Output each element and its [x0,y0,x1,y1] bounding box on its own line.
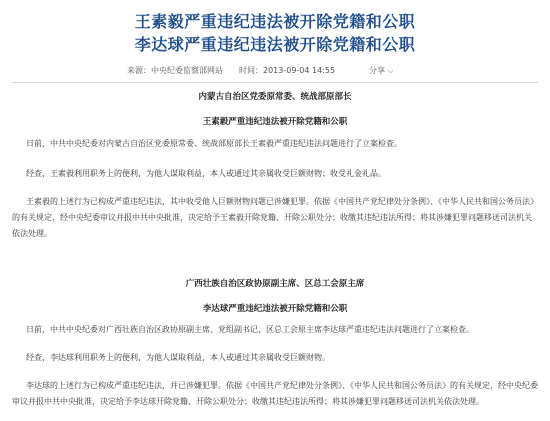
chevron-down-icon: ⌵ [388,67,394,75]
section-1-subtitle: 王素毅严重违纪违法被开除党籍和公职 [202,117,348,127]
section-1-title: 内蒙古自治区党委原常委、统战部原部长 [198,92,352,102]
share-button[interactable] [369,65,393,76]
section-1-paragraph-3: 王素毅的上述行为已构成严重违纪违法，其中收受他人巨额财物问题已涉嫌犯罪。依据《中国共产党纪律处分条例》、《中华人民共和国公务员法》的有关规定，经中央纪委审议并报中共中央批准，决定给予王素毅开除党籍、开除公职处分；收缴其违纪违法所得；将其涉嫌犯罪问题移送司法机关依法处理。 [12,197,538,238]
headline-line-1: 王素毅严重违纪违法被开除党籍和公职 [134,12,416,31]
section-1-paragraph-1: 日前，中共中央纪委对内蒙古自治区党委原常委、统战部原部长王素毅严重违纪违法问题进行了立案检查。 [26,139,402,148]
section-2-paragraph-1: 日前，中共中央纪委对广西壮族自治区政协原副主席、党组副书记，区总工会原主席李达球严重违纪违法问题进行了立案检查。 [26,325,474,334]
article-meta [0,63,550,79]
section-2-subtitle: 李达球严重违纪违法被开除党籍和公职 [202,304,348,314]
section-2-paragraph-2: 经查，李达球利用职务上的便利，为他人谋取利益，本人或通过其亲属收受巨额财物。 [26,353,330,362]
section-2-paragraph-3: 李达球的上述行为已构成严重违纪违法，并已涉嫌犯罪。依据《中国共产党纪律处分条例》、《中华人民共和国公务员法》的有关规定，经中央纪委审议并报中共中央批准，决定给予李达球开除党籍、开除公职处分；收缴其违纪违法所得；将其涉嫌犯罪问题移送司法机关依法处理。 [12,381,538,406]
headline-line-2: 李达球严重违纪违法被开除党籍和公职 [134,35,416,54]
header-divider [12,82,538,83]
share-label: 分享 [369,66,385,75]
source-and-time: 来源：中央纪委监察部网站 时间：2013-09-04 14:55 [127,66,336,75]
section-1-paragraph-2: 经查，王素毅利用职务上的便利，为他人谋取利益，本人或通过其亲属收受巨额财物；收受礼金礼品。 [26,169,386,178]
section-2-title: 广西壮族自治区政协原副主席、区总工会原主席 [185,279,365,289]
